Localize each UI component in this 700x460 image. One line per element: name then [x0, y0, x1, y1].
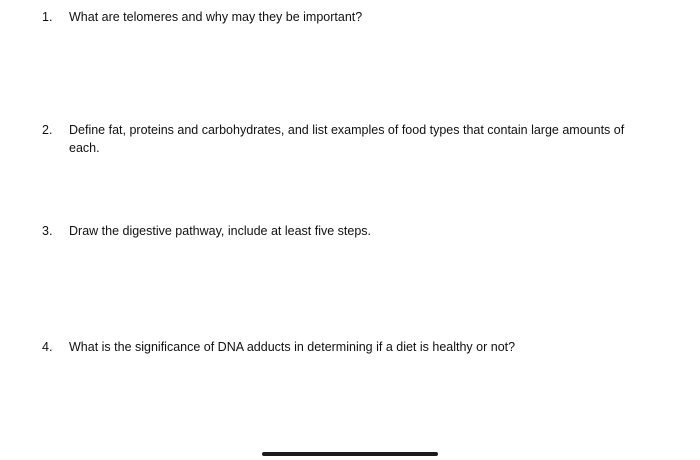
question-1: [42, 8, 657, 26]
question-2: [42, 121, 657, 157]
question-number: 1.: [42, 10, 53, 24]
question-number: 2.: [42, 123, 53, 137]
question-text: Draw the digestive pathway, include at least five steps.: [69, 224, 372, 238]
question-text: Define fat, proteins and carbohydrates, and list examples of food types that contain large amounts of each.: [69, 123, 625, 155]
question-number: 3.: [42, 224, 53, 238]
question-text: What are telomeres and why may they be important?: [69, 10, 363, 24]
question-number: 4.: [42, 340, 53, 354]
home-indicator-bar[interactable]: [262, 452, 438, 456]
question-3: [42, 222, 657, 240]
question-text: What is the significance of DNA adducts in determining if a diet is healthy or not?: [69, 340, 516, 354]
question-4: [42, 338, 657, 356]
